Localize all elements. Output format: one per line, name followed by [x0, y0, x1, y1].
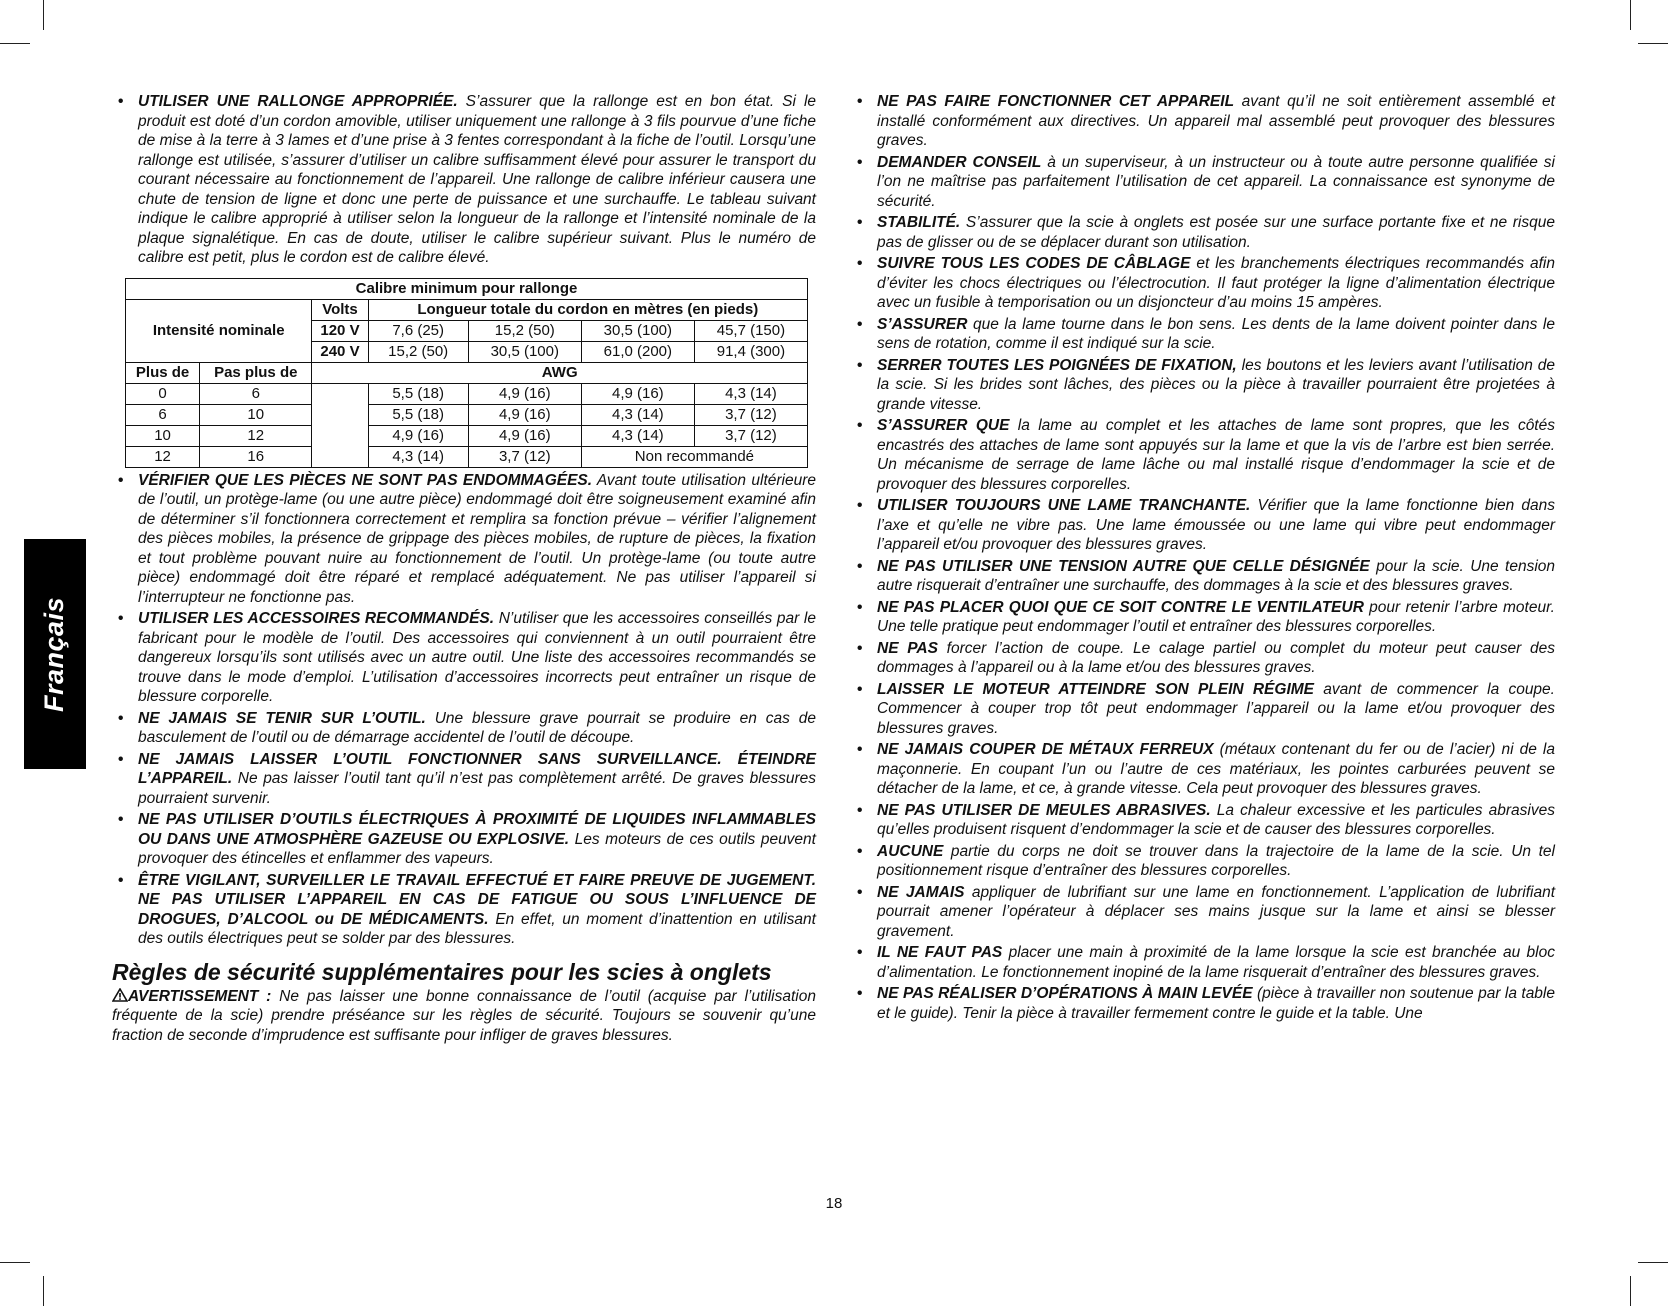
- table-cell: 3,7 (12): [694, 425, 807, 446]
- bullet-lead: NE PAS UTILISER UNE TENSION AUTRE QUE CELLE DÉSIGNÉE: [877, 557, 1370, 575]
- bullet-text: les boutons et les leviers avant l’utilisation de la scie. Si les brides sont lâches, des pièces ou la pièce à travailler pourraient être projetées à grande vitesse.: [877, 356, 1556, 413]
- warning-lead: AVERTISSEMENT :: [128, 987, 272, 1005]
- table-cell: 4,9 (16): [468, 383, 581, 404]
- bullet-text: et les branchements électriques recommandés afin d’éviter les chocs électriques ou l’électrocution. Il faut protéger la ligne d’alimentation électrique avec un fusible à temporisation ou un disjoncteur d’au moins 15 ampères.: [877, 255, 1555, 311]
- table-header-awg: AWG: [312, 362, 808, 383]
- bullet-lead: NE PAS: [877, 639, 938, 657]
- bullet-lead: NE JAMAIS: [877, 883, 965, 901]
- bullet-item: [112, 609, 816, 707]
- table-header-intensite: Intensité nominale: [126, 299, 312, 362]
- bullet-text: avant qu’il ne soit entièrement assemblé et installé conformément aux directives. Un appareil mal assemblé peut provoquer des blessures graves.: [877, 93, 1555, 149]
- table-cell: 4,9 (16): [468, 404, 581, 425]
- bullet-lead: DEMANDER CONSEIL: [877, 153, 1042, 171]
- table-cell: Non recommandé: [581, 446, 807, 467]
- table-cell: 15,2 (50): [468, 320, 581, 341]
- bullet-lead: AUCUNE: [877, 842, 944, 860]
- bullet-lead: UTILISER UNE RALLONGE APPROPRIÉE.: [138, 93, 458, 110]
- bullet-text: placer une main à proximité de la lame lorsque la scie est branchée au bloc d’alimentation. Le fonctionnement inopiné de la lame risquerait d’entraîner des blessures graves.: [877, 944, 1555, 981]
- bullet-lead: S’ASSURER QUE: [877, 417, 1010, 434]
- bullet-lead: NE JAMAIS LAISSER L’OUTIL FONCTIONNER SANS SURVEILLANCE. ÉTEINDRE L’APPAREIL.: [138, 750, 816, 787]
- table-cell: 61,0 (200): [581, 341, 694, 362]
- crop-mark: [43, 0, 44, 30]
- bullet-text: En effet, un moment d’inattention en utilisant des outils électriques peut se solder par des blessures.: [138, 910, 816, 947]
- section-heading: Règles de sécurité supplémentaires pour les scies à onglets: [112, 958, 772, 985]
- table-cell: 4,3 (14): [368, 446, 468, 467]
- table-cell: 3,7 (12): [694, 404, 807, 425]
- table-header-plus-de: Plus de: [126, 362, 200, 383]
- bullet-lead: NE PAS UTILISER DE MEULES ABRASIVES.: [877, 801, 1211, 819]
- bullet-text: (pièce à travailler non soutenue par la table et le guide). Tenir la pièce à travailler fermement contre le guide et la table. Une: [877, 985, 1555, 1022]
- table-cell: 3,7 (12): [468, 446, 581, 467]
- bullet-lead: VÉRIFIER QUE LES PIÈCES NE SONT PAS ENDOMMAGÉES.: [138, 471, 593, 489]
- bullet-text: Une blessure grave pourrait se produire en cas de basculement de l’outil ou de démarrage accidentel de l’outil de découpe.: [138, 709, 816, 746]
- bullet-text: S’assurer que la rallonge est en bon état. Si le produit est doté d’un cordon amovible, utiliser uniquement une rallonge à 3 fils pourvue d’une fiche de mise à la terre à 3 lames et d’une prise à 3 fentes correspondant à la fiche de l’outil. Lorsqu’une rallonge est utilisée, s’assurer d’utiliser un calibre suffisamment élevé pour assurer le transport du courant nécessaire au fonctionnement de l’appareil. Une rallonge de calibre inférieur causera une chute de tension de ligne et donc une perte de puissance et une surchauffe. Le tableau suivant indique le calibre approprié à utiliser selon la longueur de la rallonge et l’intensité nominale de la plaque signalétique. En cas de doute, utiliser le calibre supérieur suivant. Plus le numéro de calibre est petit, plus le cordon est de calibre élevé.: [138, 93, 817, 266]
- bullet-text: pour la scie. Une tension autre risquerait d’entraîner une surchauffe, des dommages à la scie et des blessures graves.: [877, 557, 1556, 594]
- table-cell: 12: [200, 425, 312, 446]
- bullet-item: [851, 153, 1555, 212]
- table-cell: 5,5 (18): [368, 383, 468, 404]
- table-cell: 5,5 (18): [368, 404, 468, 425]
- right-column: [851, 92, 1555, 1025]
- crop-mark: [1630, 0, 1631, 30]
- bullet-lead: NE PAS FAIRE FONCTIONNER CET APPAREIL: [877, 93, 1235, 110]
- warning-paragraph: [112, 987, 816, 1046]
- extension-cord-table: [125, 278, 808, 468]
- warning-icon: [112, 988, 128, 1002]
- table-header-volts: Volts: [312, 299, 368, 320]
- table-cell: 0: [126, 383, 200, 404]
- bullet-text: partie du corps ne doit se trouver dans la trajectoire de la lame de la scie. Un tel positionnement risque d’entraîner des blessures corporelles.: [877, 842, 1555, 879]
- bullet-lead: UTILISER LES ACCESSOIRES RECOMMANDÉS.: [138, 610, 495, 627]
- bullet-text: N’utiliser que les accessoires conseillés par le fabricant pour le modèle de l’outil. Des accessoires qui conviennent à un outil pourraient être dangereux lorsqu’ils sont utilisés avec un autre outil. Une liste des accessoires recommandés se trouve dans le mode d’emploi. L’utilisation d’accessoires incorrects peut entraîner un risque de blessure corporelle.: [138, 610, 816, 705]
- bullet-item: [851, 598, 1555, 637]
- bullet-item: [112, 92, 816, 268]
- bullet-item: [851, 943, 1555, 982]
- table-cell: 10: [200, 404, 312, 425]
- table-volts-120: 120 V: [312, 320, 368, 341]
- bullet-item: [112, 810, 816, 869]
- bullet-text: avant de commencer la coupe. Commencer à couper trop tôt peut endommager l’appareil ou la lame et/ou provoquer des blessures graves.: [877, 680, 1555, 737]
- bullet-item: [112, 471, 816, 608]
- bullet-item: [851, 984, 1555, 1023]
- bullet-lead: S’ASSURER: [877, 315, 968, 333]
- bullet-text: Avant toute utilisation ultérieure de l’outil, un protège-lame (ou une autre pièce) endommagé doit être soigneusement examiné afin de déterminer s’il fonctionnera correctement et remplira sa fonction prévue – vérifier l’alignement des pièces mobiles, la présence de grippage des pièces mobiles, de rupture de pièces, la fixation et tout problème pouvant nuire au fonctionnement de l’outil. Un protège-lame (ou toute autre pièce) endommagé doit être réparé et remplacé adéquatement. Ne pas utiliser l’appareil si l’interrupteur ne fonctionne pas.: [138, 471, 817, 606]
- language-tab: [24, 539, 86, 769]
- crop-mark: [0, 1262, 30, 1263]
- table-cell: 15,2 (50): [368, 341, 468, 362]
- table-row: [126, 404, 808, 425]
- table-cell: 7,6 (25): [368, 320, 468, 341]
- bullet-item: [851, 92, 1555, 151]
- bullet-item: [851, 680, 1555, 739]
- bullet-lead: NE PAS RÉALISER D’OPÉRATIONS À MAIN LEVÉE: [877, 985, 1253, 1002]
- bullet-item: [851, 801, 1555, 840]
- bullet-text: Les moteurs de ces outils peuvent provoquer des étincelles et enflammer des vapeurs.: [138, 830, 816, 867]
- table-cell: 45,7 (150): [694, 320, 807, 341]
- bullet-text: La chaleur excessive et les particules abrasives qu’elles produisent risquent d’endommager la scie et de causer des blessures corporelles.: [877, 801, 1555, 838]
- bullet-lead: NE JAMAIS SE TENIR SUR L’OUTIL.: [138, 709, 426, 727]
- table-cell: 4,9 (16): [468, 425, 581, 446]
- table-cell: 16: [200, 446, 312, 467]
- table-row: [126, 446, 808, 467]
- bullet-text: pour retenir l’arbre moteur. Une telle pratique peut endommager l’outil et entraîner des blessures corporelles.: [877, 598, 1555, 635]
- table-cell: 30,5 (100): [468, 341, 581, 362]
- bullet-text: Vérifier que la lame fonctionne bien dans l’axe et qu’elle ne vibre pas. Une lame émoussée ou une lame qui vibre peut endommager l’appareil et/ou provoquer des blessures graves.: [877, 497, 1555, 553]
- bullet-item: [851, 639, 1555, 678]
- bullet-item: [851, 213, 1555, 252]
- table-empty-cell: [312, 383, 368, 467]
- bullet-item: [851, 356, 1555, 415]
- bullet-lead: NE PAS UTILISER D’OUTILS ÉLECTRIQUES À PROXIMITÉ DE LIQUIDES INFLAMMABLES OU DANS UNE ATMOSPHÈRE GAZEUSE OU EXPLOSIVE.: [138, 811, 816, 848]
- table-cell: 6: [126, 404, 200, 425]
- warning-text: Ne pas laisser une bonne connaissance de l’outil (acquise par l’utilisation fréquente de la scie) prendre préséance sur les règles de sécurité. Toujours se souvenir qu’une fraction de seconde d’imprudence est suffisante pour infliger de graves blessures.: [112, 987, 816, 1044]
- bullet-item: [112, 750, 816, 809]
- table-cell: 4,9 (16): [581, 383, 694, 404]
- crop-mark: [1638, 1262, 1668, 1263]
- left-column: [112, 92, 816, 1045]
- page-number: 18: [825, 1195, 843, 1212]
- crop-mark: [43, 1276, 44, 1306]
- bullet-item: [851, 883, 1555, 942]
- bullet-lead: LAISSER LE MOTEUR ATTEINDRE SON PLEIN RÉGIME: [877, 680, 1314, 698]
- bullet-lead: SUIVRE TOUS LES CODES DE CÂBLAGE: [877, 255, 1191, 272]
- bullet-text: à un superviseur, à un instructeur ou à toute autre personne qualifiée si l’on ne maîtrise pas parfaitement l’utilisation de cet appareil. La connaissance est synonyme de sécurité.: [877, 153, 1555, 210]
- table-cell: 4,3 (14): [694, 383, 807, 404]
- bullet-lead: UTILISER TOUJOURS UNE LAME TRANCHANTE.: [877, 497, 1251, 514]
- bullet-item: [851, 740, 1555, 799]
- bullet-lead: STABILITÉ.: [877, 214, 961, 231]
- table-header-longueur: Longueur totale du cordon en mètres (en pieds): [368, 299, 807, 320]
- bullet-text: S’assurer que la scie à onglets est posée sur une surface portante fixe et ne risque pas de glisser ou de se déplacer durant son utilisation.: [877, 214, 1555, 251]
- table-cell: 91,4 (300): [694, 341, 807, 362]
- bullet-item: [851, 557, 1555, 596]
- table-title: Calibre minimum pour rallonge: [126, 278, 808, 299]
- bullet-lead: NE PAS PLACER QUOI QUE CE SOIT CONTRE LE VENTILATEUR: [877, 598, 1364, 616]
- bullet-lead: NE JAMAIS COUPER DE MÉTAUX FERREUX: [877, 741, 1214, 758]
- bullet-item: [851, 416, 1555, 494]
- table-row: [126, 425, 808, 446]
- bullet-lead: ÊTRE VIGILANT, SURVEILLER LE TRAVAIL EFFECTUÉ ET FAIRE PREUVE DE JUGEMENT. NE PAS UTILISER L’APPAREIL EN CAS DE FATIGUE OU SOUS L’INFLUENCE DE DROGUES, D’ALCOOL ou DE MÉDICAMENTS.: [138, 871, 816, 928]
- bullet-item: [851, 254, 1555, 313]
- crop-mark: [1638, 43, 1668, 44]
- bullet-lead: SERRER TOUTES LES POIGNÉES DE FIXATION,: [877, 356, 1237, 374]
- table-cell: 6: [200, 383, 312, 404]
- bullet-item: [112, 709, 816, 748]
- table-cell: 12: [126, 446, 200, 467]
- bullet-text: (métaux contenant du fer ou de l’acier) ni de la maçonnerie. En coupant l’un ou l’autre de ces matériaux, les pointes carburées peuvent se détacher de la lame, et ce, à grande vitesse. Cela peut provoquer des blessures graves.: [877, 741, 1555, 797]
- crop-mark: [1630, 1276, 1631, 1306]
- table-header-pas-plus-de: Pas plus de: [200, 362, 312, 383]
- bullet-text: la lame au complet et les attaches de lame sont propres, que les côtés encastrés des attaches de lame sont appuyés sur la lame et que la vis de l’arbre est bien serrée. Un mécanisme de serrage de lame lâche ou mal installé risque d’endommager la scie et de provoquer des blessures corporelles.: [877, 417, 1555, 493]
- bullet-item: [851, 496, 1555, 555]
- table-volts-240: 240 V: [312, 341, 368, 362]
- bullet-item: [851, 842, 1555, 881]
- bullet-text: forcer l’action de coupe. Le calage partiel ou complet du moteur peut causer des dommages à l’appareil ou à la lame et/ou des blessures graves.: [877, 639, 1556, 676]
- table-cell: 4,3 (14): [581, 425, 694, 446]
- table-row: [126, 383, 808, 404]
- language-tab-label: Français: [39, 596, 70, 712]
- crop-mark: [0, 43, 30, 44]
- bullet-text: appliquer de lubrifiant sur une lame en fonctionnement. L’application de lubrifiant pourrait amener l’opérateur à déplacer ses mains jusque sur la lame et ainsi se blesser gravement.: [877, 883, 1555, 940]
- table-cell: 30,5 (100): [581, 320, 694, 341]
- bullet-text: que la lame tourne dans le bon sens. Les dents de la lame doivent pointer dans le sens de rotation, comme il est indiqué sur la scie.: [877, 315, 1555, 352]
- bullet-item: [851, 315, 1555, 354]
- table-cell: 10: [126, 425, 200, 446]
- table-cell: 4,3 (14): [581, 404, 694, 425]
- table-cell: 4,9 (16): [368, 425, 468, 446]
- bullet-lead: IL NE FAUT PAS: [877, 944, 1003, 961]
- bullet-item: [112, 871, 816, 949]
- bullet-text: Ne pas laisser l’outil tant qu’il n’est pas complètement arrêté. De graves blessures pourraient survenir.: [138, 770, 816, 807]
